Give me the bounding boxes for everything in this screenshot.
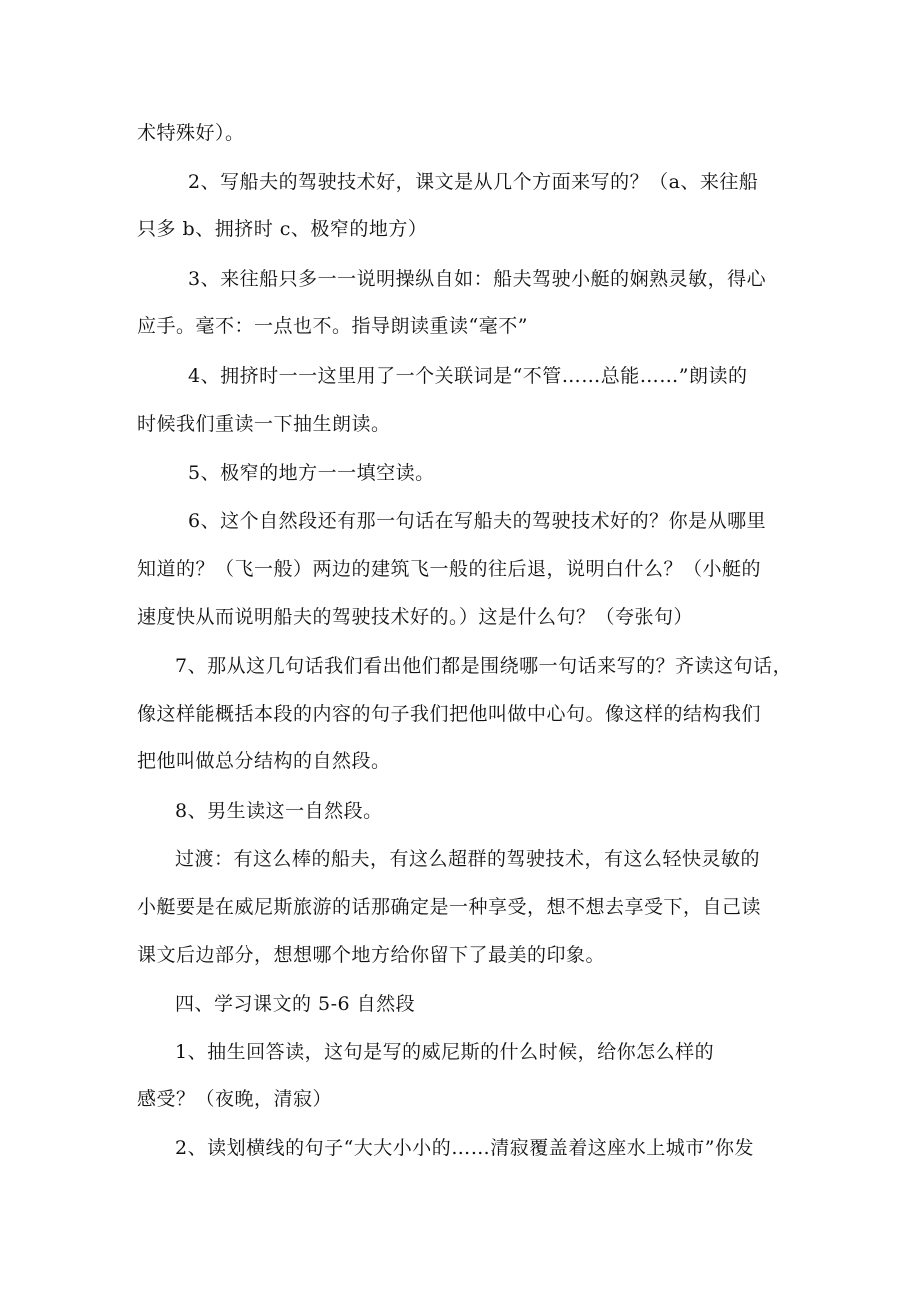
- text-line: 像这样能概括本段的内容的句子我们把他叫做中心句。像这样的结构我们: [137, 703, 762, 725]
- text-line: 过渡：有这么棒的船夫，有这么超群的驾驶技术，有这么轻快灵敏的: [175, 848, 761, 870]
- text-line: 只多 b、拥挤时 c、极窄的地方）: [137, 218, 428, 240]
- text-line: 感受？（夜晚，清寂）: [137, 1088, 333, 1110]
- text-line: 2、写船夫的驾驶技术好，课文是从几个方面来写的？（a、来往船: [188, 171, 759, 193]
- text-line: 把他叫做总分结构的自然段。: [137, 750, 391, 772]
- text-line: 6、这个自然段还有那一句话在写船夫的驾驶技术好的？你是从哪里: [188, 510, 767, 532]
- text-line: 应手。毫不：一点也不。指导朗读重读“毫不”: [137, 315, 528, 337]
- text-line: 时候我们重读一下抽生朗读。: [137, 413, 391, 435]
- text-line: 8、男生读这一自然段。: [175, 800, 383, 822]
- text-line: 5、极窄的地方一一填空读。: [188, 462, 435, 484]
- text-line: 课文后边部分，想想哪个地方给你留下了最美的印象。: [137, 944, 606, 966]
- text-line: 速度快从而说明船夫的驾驶技术好的。）这是什么句？（夸张句）: [137, 606, 694, 628]
- text-line: 知道的？（飞一般）两边的建筑飞一般的往后退，说明白什么？（小艇的: [137, 558, 762, 580]
- text-line: 4、拥挤时一一这里用了一个关联词是“不管……总能……”朗读的: [188, 365, 748, 387]
- text-line: 3、来往船只多一一说明操纵自如：船夫驾驶小艇的娴熟灵敏，得心: [188, 268, 767, 290]
- text-line: 1、抽生回答读，这句是写的威尼斯的什么时候，给你怎么样的: [175, 1041, 715, 1063]
- text-line: 术特殊好）。: [137, 122, 245, 144]
- text-line: 2、读划横线的句子“大大小小的……清寂覆盖着这座水上城市”你发: [175, 1137, 755, 1159]
- text-line: 7、那从这几句话我们看出他们都是围绕哪一句话来写的？齐读这句话，: [175, 655, 793, 677]
- text-line: 小艇要是在威尼斯旅游的话那确定是一种享受，想不想去享受下，自己读: [137, 896, 762, 918]
- section-heading: 四、学习课文的 5-6 自然段: [175, 993, 416, 1015]
